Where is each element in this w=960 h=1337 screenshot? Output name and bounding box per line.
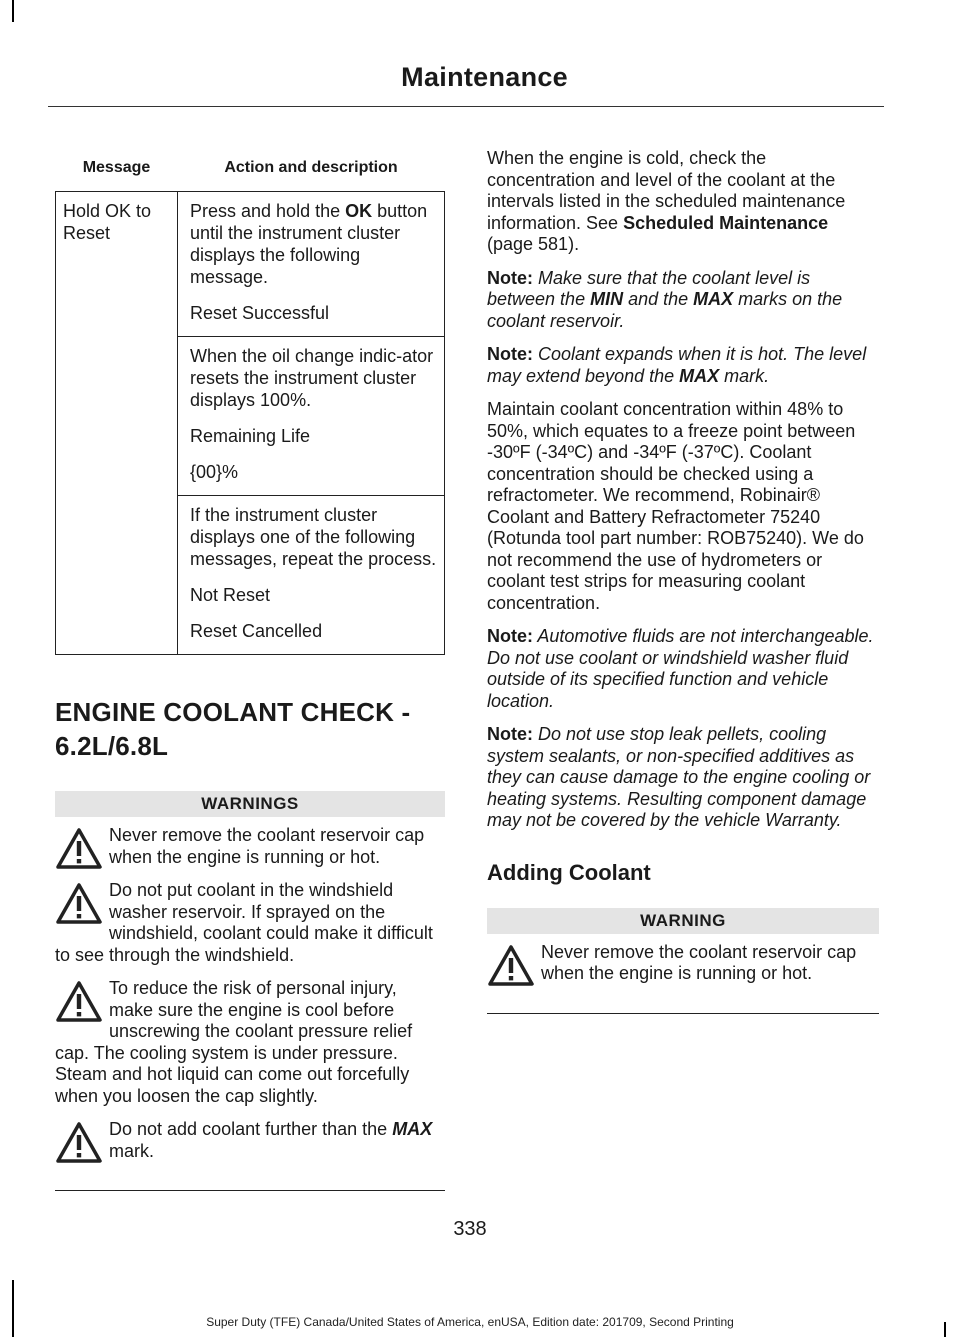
table-row (56, 192, 445, 337)
scheduled-maintenance-link[interactable]: Scheduled Maintenance (623, 212, 829, 233)
crop-mark-bottom-right (944, 1322, 946, 1337)
page-number: 338 (453, 1218, 487, 1240)
header-rule (48, 106, 884, 107)
warnings-heading: WARNINGS (55, 791, 445, 817)
note-paragraph: Note: Make sure that the coolant level is between the MIN and the MAX marks on the coolant reservoir. (487, 267, 843, 331)
warning-triangle-icon (55, 1121, 103, 1165)
warning-item: Do not put coolant in the windshield washer reservoir. If sprayed on the windshield, coolant could make it difficult to see through the windshield. (55, 880, 433, 965)
intro-paragraph: When the engine is cold, check the concentration and level of the coolant at the intervals listed in the scheduled maintenance information. See Scheduled Maintenance (page 581). (487, 148, 846, 254)
warning-item: To reduce the risk of personal injury, make sure the engine is cool before unscrewing the coolant pressure relief cap. The cooling system is under pressure. Steam and hot liquid can come out forcefully when you loosen the cap slightly. (55, 978, 413, 1106)
action-cell (178, 192, 445, 337)
action-cell (178, 496, 445, 655)
display-message: {00}% (190, 462, 239, 482)
left-column (55, 145, 445, 1191)
warning-list (487, 942, 879, 997)
action-text: Press and hold the OK button until the instrument cluster displays the following message. (190, 201, 428, 287)
note-paragraph: Note: Do not use stop leak pellets, cooling system sealants, or non-specified additives as they can cause damage to the engine cooling or heating systems. Resulting component damage may not be covered by the vehicle Warranty. (487, 724, 871, 830)
warning-item: Never remove the coolant reservoir cap when the engine is running or hot. (55, 825, 445, 868)
table-header-message: Message (56, 145, 178, 192)
warning-heading: WARNING (487, 908, 879, 934)
note-paragraph: Note: Automotive fluids are not interchangeable. Do not use coolant or windshield washer fluid outside of its specified function and vehicle location. (487, 626, 874, 711)
right-column (487, 148, 879, 1014)
display-message: Reset Cancelled (190, 621, 323, 641)
crop-mark-top-left (12, 0, 14, 22)
warning-item: Never remove the coolant reservoir cap when the engine is running or hot. (487, 942, 879, 985)
action-cell (178, 337, 445, 496)
warning-divider (487, 1013, 879, 1014)
page-footer: Super Duty (TFE) Canada/United States of America, enUSA, Edition date: 201709, Second Printing (206, 1315, 734, 1329)
table-header-action: Action and description (178, 145, 445, 192)
note-paragraph: Note: Coolant expands when it is hot. The level may extend beyond the MAX mark. (487, 344, 867, 386)
message-cell: Hold OK to Reset (56, 192, 178, 655)
warning-item: Do not add coolant further than the MAX mark. (55, 1119, 445, 1162)
action-text: If the instrument cluster displays one of the following messages, repeat the process. (190, 505, 437, 569)
ok-button-label: OK (345, 201, 373, 221)
adding-coolant-heading: Adding Coolant (487, 859, 651, 885)
display-message: Reset Successful (190, 303, 330, 323)
warning-triangle-icon (55, 882, 103, 926)
display-message: Remaining Life (190, 426, 311, 446)
warnings-list (55, 825, 445, 1174)
concentration-paragraph: Maintain coolant concentration within 48% to 50%, which equates to a freeze point between -30ºF (-34ºC) and -34ºF (-37ºC). Coolant concentration should be checked using a refractometer. We recommend, Robinair® Coolant and Battery Refractometer 75240 (Rotunda tool part number: ROB75240). We do not recommend the use of hydrometers or coolant test strips for measuring coolant concentration. (487, 399, 864, 613)
warning-triangle-icon (55, 827, 103, 871)
warnings-divider (55, 1190, 445, 1191)
warning-triangle-icon (487, 944, 535, 988)
section-title: ENGINE COOLANT CHECK - 6.2L/6.8L (55, 697, 411, 761)
action-text: When the oil change indic-ator resets the instrument cluster displays 100%. (190, 346, 434, 410)
page-header-title: Maintenance (401, 62, 568, 92)
warning-triangle-icon (55, 980, 103, 1024)
message-table (55, 145, 445, 655)
display-message: Not Reset (190, 585, 271, 605)
